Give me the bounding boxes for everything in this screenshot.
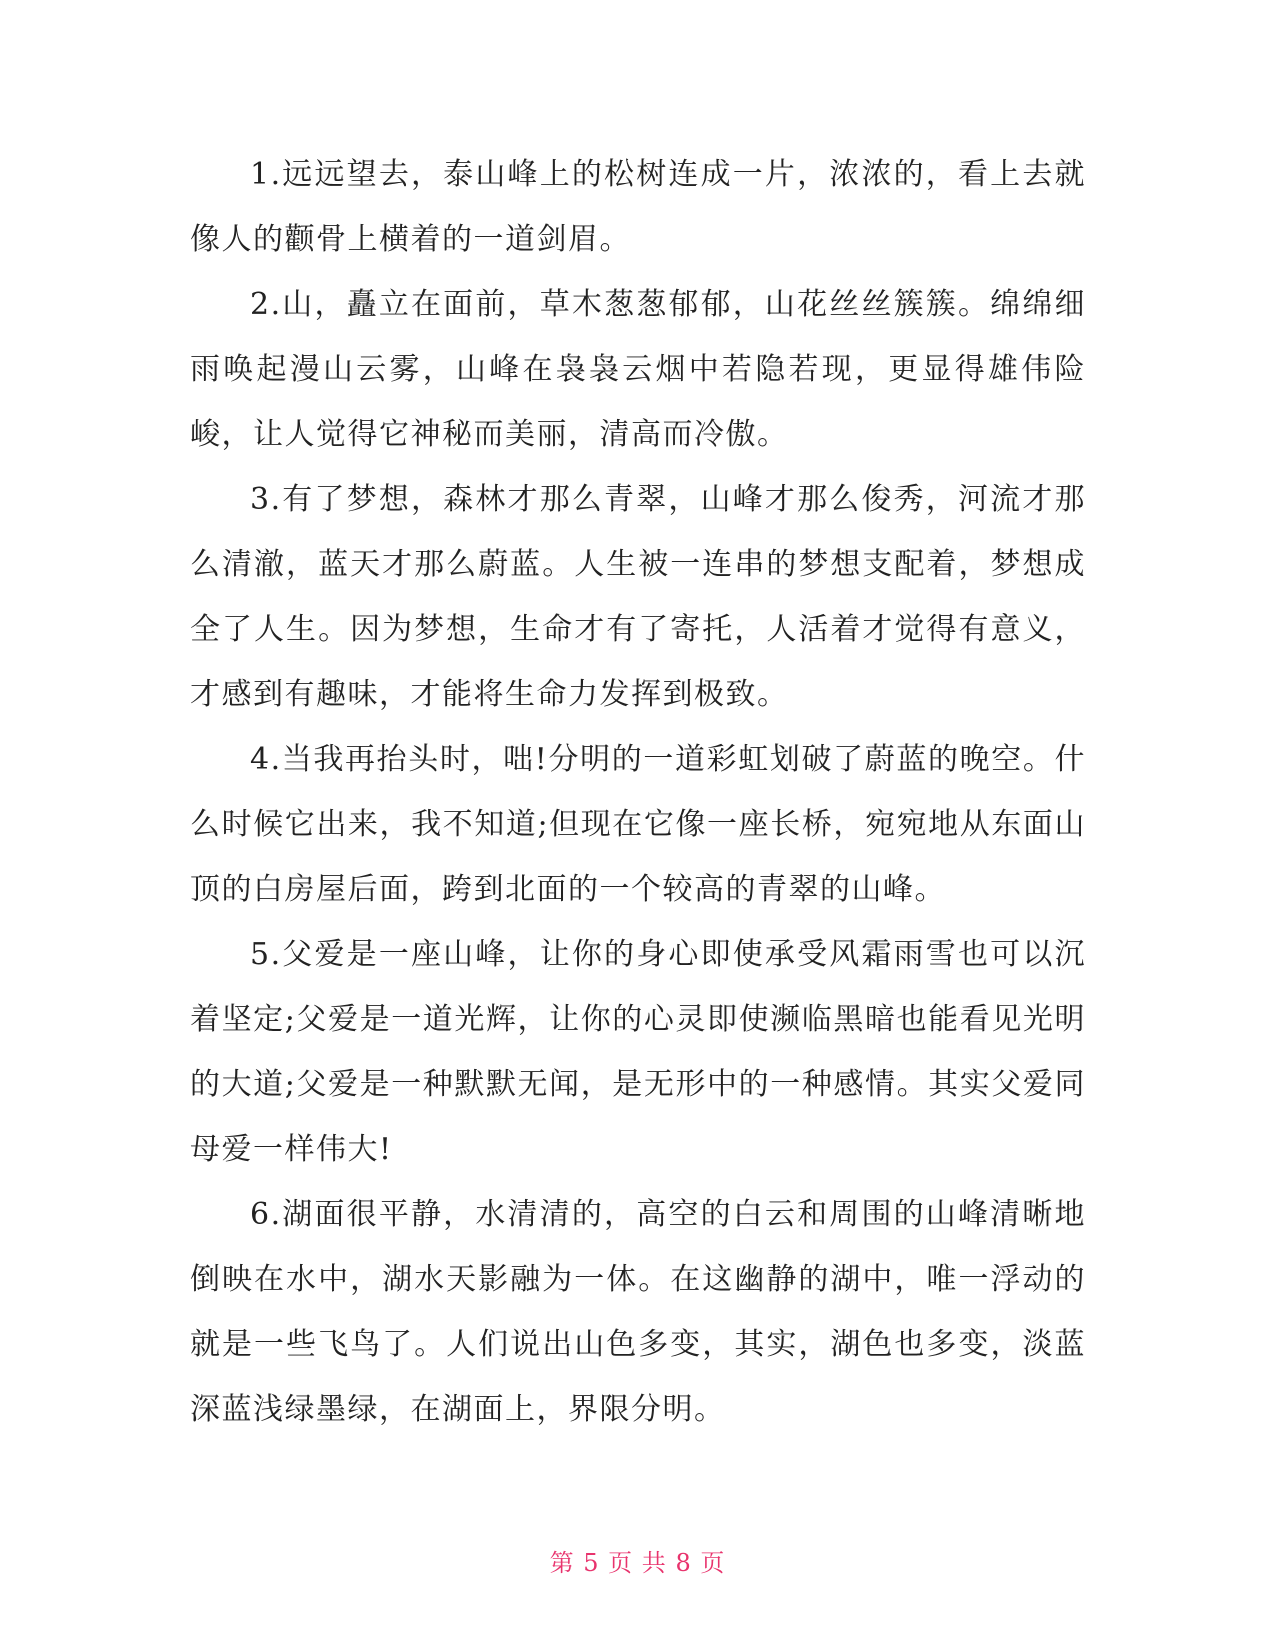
paragraph-1: 1.远远望去，泰山峰上的松树连成一片，浓浓的，看上去就像人的颧骨上横着的一道剑眉。 (190, 157, 1086, 257)
paragraph-4: 4.当我再抬头时，咄!分明的一道彩虹划破了蔚蓝的晚空。什么时候它出来，我不知道;但现在它像一座长桥，宛宛地从东面山顶的白房屋后面，跨到北面的一个较高的青翠的山峰。 (190, 742, 1086, 907)
paragraph-6: 6.湖面很平静，水清清的，高空的白云和周围的山峰清晰地倒映在水中，湖水天影融为一体。在这幽静的湖中，唯一浮动的就是一些飞鸟了。人们说出山色多变，其实，湖色也多变，淡蓝深蓝浅绿墨绿，在湖面上，界限分明。 (190, 1197, 1086, 1427)
document-body (190, 142, 1086, 1442)
page-number-footer (0, 1543, 1275, 1578)
paragraph-5: 5.父爱是一座山峰，让你的身心即使承受风霜雨雪也可以沉着坚定;父爱是一道光辉，让你的心灵即使濒临黑暗也能看见光明的大道;父爱是一种默默无闻，是无形中的一种感情。其实父爱同母爱一样伟大! (190, 937, 1086, 1167)
paragraph-3: 3.有了梦想，森林才那么青翠，山峰才那么俊秀，河流才那么清澈，蓝天才那么蔚蓝。人生被一连串的梦想支配着，梦想成全了人生。因为梦想，生命才有了寄托，人活着才觉得有意义，才感到有趣味，才能将生命力发挥到极致。 (190, 482, 1086, 712)
paragraph-2: 2.山，矗立在面前，草木葱葱郁郁，山花丝丝簇簇。绵绵细雨唤起漫山云雾，山峰在袅袅云烟中若隐若现，更显得雄伟险峻，让人觉得它神秘而美丽，清高而冷傲。 (190, 287, 1086, 452)
page-number-label: 第 5 页 共 8 页 (549, 1549, 726, 1577)
